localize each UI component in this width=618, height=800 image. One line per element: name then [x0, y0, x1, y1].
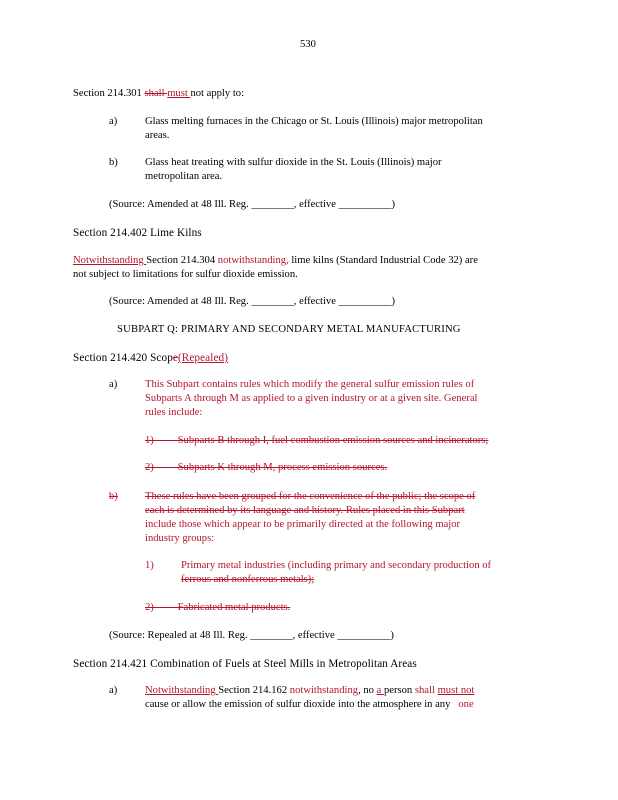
deleted-item: 1) Subparts B through I, fuel combustion emission sources and incinerators;	[145, 435, 489, 446]
inserted-text: a	[376, 685, 384, 696]
item-label-a: a)	[109, 116, 118, 127]
deleted-text: e	[172, 352, 178, 364]
deleted-item: 2) Fabricated metal products.	[145, 602, 291, 613]
inserted-text: Notwithstanding	[145, 685, 219, 696]
section-214-421-heading: Section 214.421 Combination of Fuels at Steel Mills in Metropolitan Areas	[73, 658, 417, 670]
paragraph-text: cause or allow the emission of sulfur dioxide into the atmosphere in any	[145, 699, 451, 710]
subpart-heading: SUBPART Q: PRIMARY AND SECONDARY METAL MANUFACTURING	[117, 324, 461, 335]
section-214-301-heading	[73, 87, 244, 101]
heading-text: Section 214.420 Scop	[73, 352, 173, 364]
deleted-text: These rules have been grouped for the convenience of the public; the scope of	[145, 491, 476, 502]
item-text: areas.	[145, 130, 170, 141]
paragraph-line	[145, 684, 474, 698]
item-text: Glass heat treating with sulfur dioxide in the St. Louis (Illinois) major	[145, 157, 442, 168]
item-text: rules include:	[145, 407, 203, 418]
deleted-text: shall	[144, 88, 168, 99]
page-number: 530	[300, 39, 316, 50]
paragraph-text: person	[383, 685, 415, 696]
item-label-b: b)	[109, 491, 118, 502]
item-text: Subparts A through M as applied to a given industry or at a given site. General	[145, 393, 478, 404]
item-text: industry groups:	[145, 533, 215, 544]
paragraph-line	[73, 254, 478, 268]
inserted-text: must	[167, 88, 191, 99]
paragraph-line	[145, 698, 474, 712]
item-text: This Subpart contains rules which modify the general sulfur emission rules of	[145, 379, 475, 390]
inserted-text: must not	[437, 685, 475, 696]
item-text: Glass melting furnaces in the Chicago or St. Louis (Illinois) major metropolitan	[145, 116, 483, 127]
section-214-420-heading	[73, 351, 228, 365]
heading-text: Section 214.301	[73, 88, 145, 99]
paragraph-text: lime kilns (Standard Industrial Code 32) are	[288, 255, 478, 266]
paragraph-text: , no	[358, 685, 377, 696]
deleted-item: 2) Subparts K through M, process emission sources.	[145, 462, 388, 473]
section-ref: Section 214.162	[218, 685, 290, 696]
source-note: (Source: Amended at 48 Ill. Reg. ________, effective __________)	[109, 296, 396, 307]
inserted-text: (Repealed)	[177, 352, 229, 364]
inserted-text: notwithstanding	[289, 685, 359, 696]
item-text: include those which appear to be primarily directed at the following major	[145, 519, 461, 530]
inserted-text: Notwithstanding	[73, 255, 147, 266]
item-label-a: a)	[109, 379, 118, 390]
section-ref: Section 214.304	[146, 255, 218, 266]
paragraph-line: not subject to limitations for sulfur dioxide emission.	[73, 269, 298, 280]
item-text: metropolitan area.	[145, 171, 223, 182]
item-text: Primary metal industries (including primary and secondary production of	[181, 560, 492, 571]
inserted-text: shall	[414, 685, 438, 696]
source-note: (Source: Amended at 48 Ill. Reg. ________, effective __________)	[109, 199, 396, 210]
source-note: (Source: Repealed at 48 Ill. Reg. ________, effective __________)	[109, 630, 394, 641]
item-label-1: 1)	[145, 560, 154, 571]
inserted-text: one	[458, 699, 474, 710]
item-label-b: b)	[109, 157, 118, 168]
deleted-text: ferrous and nonferrous metals);	[181, 574, 315, 585]
section-214-402-heading: Section 214.402 Lime Kilns	[73, 227, 202, 239]
inserted-text: notwithstanding,	[217, 255, 289, 266]
item-label-a: a)	[109, 685, 118, 696]
deleted-text: each is determined by its language and history. Rules placed in this Subpart	[145, 505, 465, 516]
heading-text: not apply to:	[190, 88, 245, 99]
